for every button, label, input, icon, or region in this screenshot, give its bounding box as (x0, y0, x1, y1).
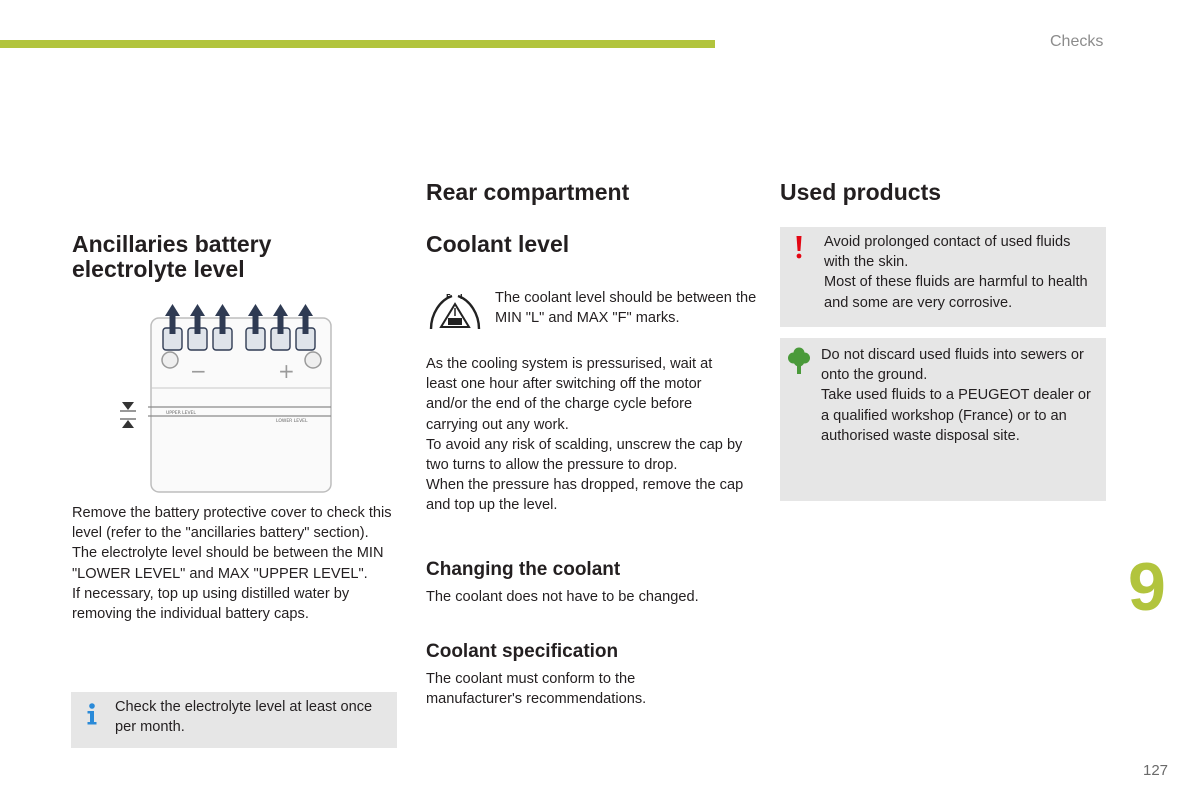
min-marker-icon (122, 420, 134, 428)
lower-level-label: LOWER LEVEL (276, 419, 308, 424)
battery-paragraph: The electrolyte level should be between the MIN "LOWER LEVEL" and MAX "UPPER LEVEL". (72, 545, 384, 582)
coolant-level-title: Coolant level (426, 231, 570, 257)
coolant-paragraph: As the cooling system is pressurised, wait at least one hour after switching off the motor and/or the end of the charge cycle before carrying out any work. (426, 356, 713, 433)
environment-line: Do not discard used fluids into sewers or onto the ground. (821, 347, 1084, 384)
changing-coolant-paragraph: The coolant does not have to be changed. (426, 589, 699, 605)
battery-paragraph: If necessary, top up using distilled water by removing the individual battery caps. (72, 585, 350, 623)
info-note-text: Check the electrolyte level at least once per month. (115, 699, 373, 736)
coolant-paragraph: When the pressure has dropped, remove the cap and top up the level. (426, 477, 744, 514)
battery-title: Ancillaries battery electrolyte level (72, 231, 272, 282)
plus-mark: + (278, 359, 295, 383)
environment-line: Take used fluids to a PEUGEOT dealer or a qualified workshop (France) or to an authorised waste disposal site. (821, 387, 1091, 444)
tree-icon (788, 347, 810, 375)
coolant-mark-l: L (460, 293, 465, 301)
changing-coolant-title: Changing the coolant (426, 559, 621, 580)
battery-info-note (71, 692, 397, 748)
exclamation-icon (795, 236, 803, 259)
rear-compartment-title: Rear compartment (426, 179, 630, 205)
warning-line: Most of these fluids are harmful to health and some are very corrosive. (824, 274, 1088, 311)
minus-mark: − (190, 359, 207, 383)
coolant-paragraph: To avoid any risk of scalding, unscrew the cap by two turns to allow the pressure to drop. (426, 436, 743, 474)
battery-illustration (118, 300, 338, 495)
coolant-intro (495, 288, 757, 328)
max-marker-icon (122, 402, 134, 410)
battery-instructions (72, 503, 392, 624)
section-label: Checks (1050, 33, 1104, 50)
coolant-spec-title: Coolant specification (426, 641, 619, 662)
coolant-instructions (426, 354, 744, 516)
changing-coolant-text (426, 587, 746, 607)
used-products-environment-box (780, 338, 1106, 501)
used-products-title: Used products (780, 179, 942, 205)
battery-paragraph: Remove the battery protective cover to check this level (refer to the "ancillaries battery" section). (72, 505, 392, 542)
coolant-intro-text: The coolant level should be between the MIN "L" and MAX "F" marks. (495, 290, 757, 327)
used-products-warning-box (780, 227, 1106, 327)
coolant-mark-f: F (446, 293, 451, 301)
warning-line: Avoid prolonged contact of used fluids with the skin. (824, 234, 1071, 271)
info-icon (86, 703, 98, 725)
header-accent-bar (0, 40, 715, 48)
coolant-spec-paragraph: The coolant must conform to the manufacturer's recommendations. (426, 671, 647, 708)
coolant-warning-icon (428, 290, 482, 332)
page-number: 127 (1143, 762, 1169, 779)
coolant-spec-text (426, 669, 686, 709)
upper-level-label: UPPER LEVEL (166, 411, 196, 416)
chapter-number: 9 (1128, 549, 1166, 625)
